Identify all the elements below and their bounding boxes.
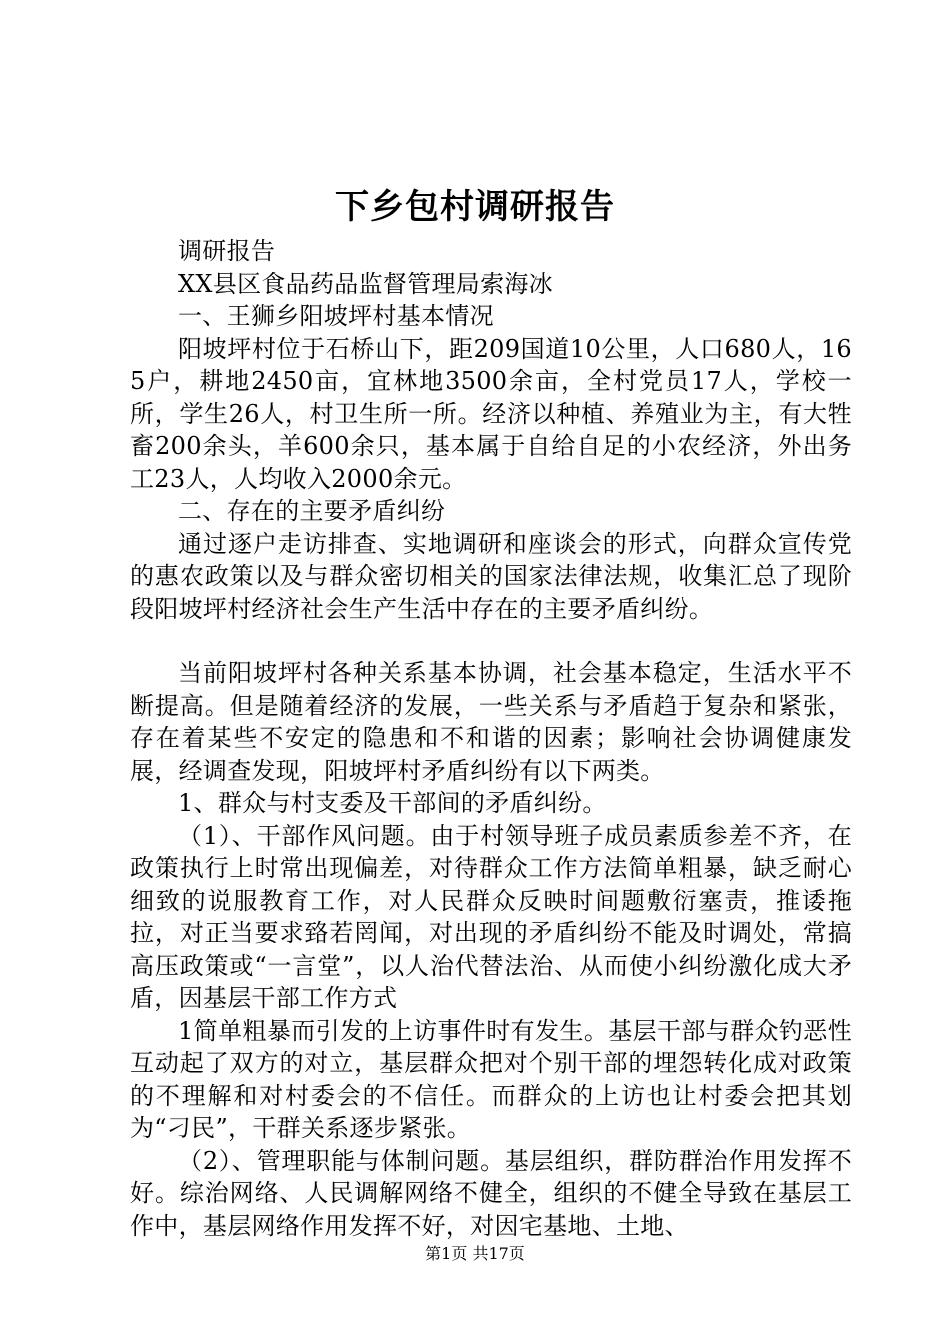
document-title: 下乡包村调研报告	[335, 187, 615, 227]
document-body	[130, 235, 852, 1242]
section-heading-basic-info: 一、王狮乡阳坡坪村基本情况	[178, 302, 494, 330]
paragraph-cadre-style: （1）、干部作风问题。由于村领导班子成员素质参差不齐，在政策执行上时常出现偏差，对待群众工作方法简单粗暴，缺乏耐心细致的说服教育工作，对人民群众反映时间题敷衍塞责，推诿拖拉，对正当要求臵若罔闻，对出现的矛盾纠纷不能及时调处，常搞高压政策或“一言堂”，以人治代替法治、从而使小纠纷激化成大矛盾，因基层干部工作方式	[130, 821, 852, 1012]
paragraph-current-situation: 当前阳坡坪村各种关系基本协调，社会基本稳定，生活水平不断提高。但是随着经济的发展，一些关系与矛盾趋于复杂和紧张，存在着某些不安定的隐患和不和谐的因素；影响社会协调健康发展，经调查发现，阳坡坪村矛盾纠纷有以下两类。	[130, 659, 852, 785]
paragraph-report-label: 调研报告	[178, 237, 276, 265]
paragraph-petition-issues: 1简单粗暴而引发的上访事件时有发生。基层干部与群众钓恶性互动起了双方的对立，基层群众把对个别干部的埋怨转化成对政策的不理解和对村委会的不信任。而群众的上访也让村委会把其划为“刁民”，干群关系逐步紧张。	[130, 1016, 852, 1142]
section-heading-main-conflicts: 二、存在的主要矛盾纠纷	[178, 497, 446, 525]
paragraph-author: XX县区食品药品监督管理局索海冰	[178, 269, 553, 298]
subheading-cadre-conflicts: 1、群众与村支委及干部间的矛盾纠纷。	[178, 789, 607, 817]
page-footer: 第1页 共17页	[425, 1244, 525, 1263]
paragraph-basic-info: 阳坡坪村位于石桥山下，距209国道10公里，人口680人，165户，耕地2450亩，宜林地3500余亩，全村党员17人，学校一所，学生26人，村卫生所一所。经济以种植、养殖业为主，有大牲畜200余头，羊600余只，基本属于自给自足的小农经济，外出务工23人，人均收入2000余元。	[130, 334, 852, 493]
paragraph-management-system: （2）、管理职能与体制问题。基层组织，群防群治作用发挥不好。综治网络、人民调解网络不健全，组织的不健全导致在基层工作中，基层网络作用发挥不好，对因宅基地、土地、	[130, 1146, 852, 1240]
paragraph-survey-method: 通过逐户走访排查、实地调研和座谈会的形式，向群众宣传党的惠农政策以及与群众密切相关的国家法律法规，收集汇总了现阶段阳坡坪村经济社会生产生活中存在的主要矛盾纠纷。	[130, 529, 852, 623]
